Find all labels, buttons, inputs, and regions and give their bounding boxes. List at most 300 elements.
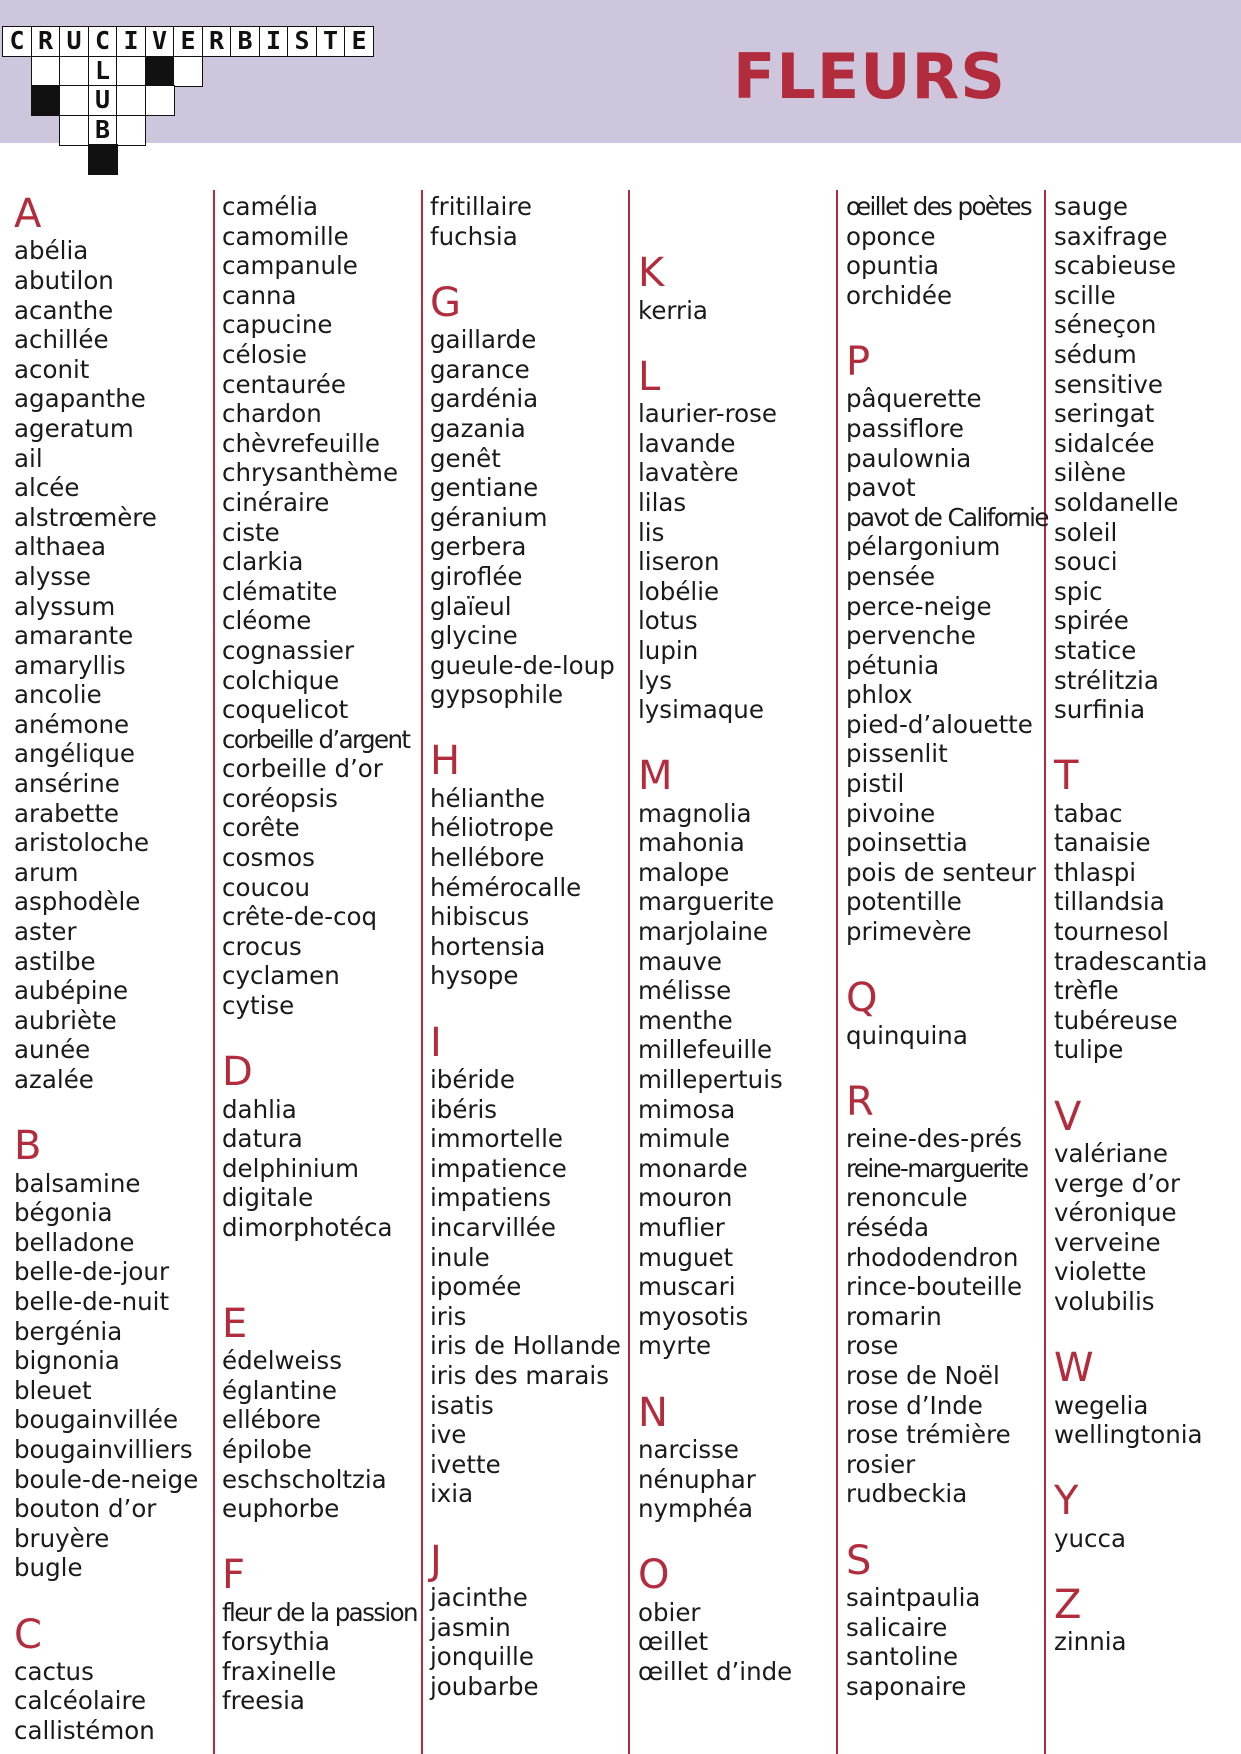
flower-word: achillée <box>14 325 109 355</box>
section-letter: F <box>222 1552 246 1599</box>
logo-word-row <box>2 26 373 57</box>
section-spacer <box>222 1243 422 1273</box>
section-spacer <box>638 1361 838 1391</box>
flower-word: pistil <box>846 769 905 799</box>
flower-word: sidalcée <box>1054 428 1155 458</box>
flower-word: rince-bouteille <box>846 1272 1023 1302</box>
flower-word: tradescantia <box>1054 946 1208 976</box>
flower-word: opuntia <box>846 251 940 281</box>
flower-word: lys <box>638 665 673 695</box>
flower-word: lotus <box>638 606 698 636</box>
word-column-4 <box>638 192 838 1686</box>
logo-letter-cell <box>116 115 146 146</box>
flower-word: aunée <box>14 1035 91 1065</box>
flower-word: pélargonium <box>846 532 1001 562</box>
flower-word: gerbera <box>430 532 527 562</box>
flower-word: réséda <box>846 1212 930 1242</box>
flower-word: obier <box>638 1597 701 1627</box>
flower-word: gypsophile <box>430 680 564 710</box>
flower-word: lavatère <box>638 458 739 488</box>
flower-word: delphinium <box>222 1153 360 1183</box>
flower-word: alstrœmère <box>14 502 157 532</box>
flower-word: coquelicot <box>222 695 349 725</box>
flower-word: chrysanthème <box>222 458 399 488</box>
logo-letter-cell: R <box>202 26 232 57</box>
section-spacer <box>846 310 1046 340</box>
flower-word: boule-de-neige <box>14 1464 199 1494</box>
flower-word: passiflore <box>846 413 964 443</box>
logo-letter-cell <box>116 56 146 87</box>
flower-word: seringat <box>1054 399 1155 429</box>
flower-word: freesia <box>222 1686 305 1716</box>
flower-word: campanule <box>222 251 358 281</box>
flower-word: hellébore <box>430 843 545 873</box>
flower-word: wellingtonia <box>1054 1420 1203 1450</box>
section-spacer <box>222 1021 422 1051</box>
flower-word: gazania <box>430 413 526 443</box>
flower-word: cactus <box>14 1656 94 1686</box>
flower-word: digitale <box>222 1183 314 1213</box>
flower-word: rose d’Inde <box>846 1390 983 1420</box>
logo-letter-cell: E <box>344 26 374 57</box>
flower-word: édelweiss <box>222 1346 342 1376</box>
flower-word: aubépine <box>14 976 129 1006</box>
flower-word: pois de senteur <box>846 857 1036 887</box>
flower-word: mimosa <box>638 1094 736 1124</box>
flower-word: euphorbe <box>222 1494 340 1524</box>
section-letter: G <box>430 279 461 326</box>
section-spacer <box>638 325 838 355</box>
flower-word: églantine <box>222 1375 337 1405</box>
flower-word: séneçon <box>1054 310 1157 340</box>
flower-word: lysimaque <box>638 695 764 725</box>
section-spacer <box>430 251 630 281</box>
section-letter: M <box>638 753 673 800</box>
flower-word: bégonia <box>14 1198 113 1228</box>
flower-word: dimorphotéca <box>222 1212 393 1242</box>
section-spacer <box>1054 1065 1241 1095</box>
flower-word: verveine <box>1054 1227 1161 1257</box>
flower-word: statice <box>1054 635 1137 665</box>
logo-letter-cell <box>59 115 89 146</box>
flower-word: anémone <box>14 709 130 739</box>
flower-word: arum <box>14 857 79 887</box>
flower-word: ibéride <box>430 1065 515 1095</box>
flower-word: malope <box>638 857 730 887</box>
logo-letter-cell <box>116 85 146 116</box>
flower-word: gueule-de-loup <box>430 650 615 680</box>
flower-word: phlox <box>846 680 913 710</box>
section-spacer <box>222 1524 422 1554</box>
flower-word: marjolaine <box>638 917 768 947</box>
flower-word: lobélie <box>638 576 720 606</box>
flower-word: myrte <box>638 1331 712 1361</box>
flower-word: héliotrope <box>430 813 554 843</box>
flower-word: fleur de la passion <box>222 1597 417 1627</box>
flower-word: azalée <box>14 1065 94 1095</box>
flower-word: volubilis <box>1054 1286 1155 1316</box>
flower-word: marguerite <box>638 887 775 917</box>
flower-word: giroflée <box>430 561 523 591</box>
section-letter: S <box>846 1537 872 1584</box>
logo-letter-cell <box>59 56 89 87</box>
flower-word: kerria <box>638 295 708 325</box>
flower-word: corête <box>222 813 300 843</box>
flower-word: abutilon <box>14 265 114 295</box>
word-column-3 <box>430 192 630 1701</box>
flower-word: nénuphar <box>638 1464 756 1494</box>
flower-word: lavande <box>638 428 736 458</box>
section-spacer <box>14 1095 214 1125</box>
flower-word: muscari <box>638 1272 736 1302</box>
logo-black-cell <box>145 56 175 87</box>
section-letter: W <box>1054 1345 1094 1392</box>
logo-letter-cell <box>59 85 89 116</box>
flower-word: aristoloche <box>14 828 150 858</box>
flower-word: impatiens <box>430 1183 552 1213</box>
flower-word: renoncule <box>846 1183 968 1213</box>
flower-word: thlaspi <box>1054 857 1137 887</box>
section-letter: J <box>430 1537 442 1584</box>
flower-word: ancolie <box>14 680 102 710</box>
flower-word: crocus <box>222 931 302 961</box>
flower-word: hysope <box>430 961 519 991</box>
flower-word: rosier <box>846 1449 916 1479</box>
flower-word: millepertuis <box>638 1065 783 1095</box>
flower-word: mouron <box>638 1183 733 1213</box>
flower-word: ive <box>430 1420 467 1450</box>
logo-letter-cell: S <box>287 26 317 57</box>
logo-letter-cell: B <box>230 26 260 57</box>
logo-black-cell <box>31 85 61 116</box>
flower-word: gaillarde <box>430 325 537 355</box>
flower-word: forsythia <box>222 1627 330 1657</box>
section-letter: N <box>638 1389 668 1436</box>
flower-word: asphodèle <box>14 887 141 917</box>
flower-word: violette <box>1054 1257 1147 1287</box>
flower-word: clarkia <box>222 547 304 577</box>
logo-grid-row <box>31 85 174 116</box>
flower-word: fritillaire <box>430 192 532 221</box>
flower-word: hibiscus <box>430 902 530 932</box>
word-column-5 <box>846 192 1046 1701</box>
flower-word: salicaire <box>846 1612 948 1642</box>
flower-word: althaea <box>14 532 107 562</box>
flower-word: géranium <box>430 502 548 532</box>
flower-word: astilbe <box>14 946 96 976</box>
flower-word: lupin <box>638 635 699 665</box>
flower-word: tanaisie <box>1054 828 1151 858</box>
flower-word: iris des marais <box>430 1360 609 1390</box>
section-letter: D <box>222 1049 253 1096</box>
logo-grid-row <box>59 115 145 146</box>
section-spacer <box>14 1583 214 1613</box>
section-spacer <box>222 1272 422 1302</box>
flower-word: romarin <box>846 1301 942 1331</box>
flower-word: calcéolaire <box>14 1686 147 1716</box>
flower-word: zinnia <box>1054 1627 1127 1657</box>
flower-word: glycine <box>430 621 518 651</box>
flower-word: rose <box>846 1331 899 1361</box>
flower-word: alyssum <box>14 591 116 621</box>
flower-word: hémérocalle <box>430 872 582 902</box>
flower-word: yucca <box>1054 1523 1126 1553</box>
flower-word: poinsettia <box>846 828 968 858</box>
flower-word: gardénia <box>430 384 539 414</box>
flower-word: gentiane <box>430 473 539 503</box>
flower-word: rose trémière <box>846 1420 1011 1450</box>
flower-word: bruyère <box>14 1523 110 1553</box>
flower-word: pied-d’alouette <box>846 709 1033 739</box>
flower-word: garance <box>430 354 530 384</box>
flower-word: alcée <box>14 473 80 503</box>
flower-word: glaïeul <box>430 591 512 621</box>
flower-word: mahonia <box>638 828 745 858</box>
section-letter: L <box>638 353 661 400</box>
flower-word: wegelia <box>1054 1390 1149 1420</box>
flower-word: callistémon <box>14 1716 155 1746</box>
flower-word: strélitzia <box>1054 665 1159 695</box>
section-letter: A <box>14 191 42 237</box>
flower-word: isatis <box>430 1390 494 1420</box>
flower-word: bergénia <box>14 1316 123 1346</box>
flower-word: incarvillée <box>430 1212 556 1242</box>
logo-grid-row <box>88 144 117 175</box>
flower-word: mauve <box>638 946 722 976</box>
logo-letter-cell <box>145 85 175 116</box>
flower-word: lilas <box>638 487 687 517</box>
section-letter: I <box>430 1019 442 1066</box>
flower-word: rose de Noël <box>846 1360 1000 1390</box>
flower-word: belle-de-jour <box>14 1257 170 1287</box>
flower-word: eschscholtzia <box>222 1464 387 1494</box>
flower-word: silène <box>1054 458 1127 488</box>
logo-letter-cell: U <box>59 26 89 57</box>
flower-word: ellébore <box>222 1405 321 1435</box>
flower-word: rhododendron <box>846 1242 1019 1272</box>
flower-word: narcisse <box>638 1434 739 1464</box>
word-column-1 <box>14 192 214 1746</box>
flower-word: alysse <box>14 561 91 591</box>
flower-word: liseron <box>638 547 720 577</box>
flower-word: monarde <box>638 1153 748 1183</box>
flower-word: célosie <box>222 339 307 369</box>
flower-word: ibéris <box>430 1094 498 1124</box>
logo-letter-cell: U <box>88 85 118 116</box>
flower-word: pissenlit <box>846 739 948 769</box>
flower-word: ansérine <box>14 769 120 799</box>
flower-word: camélia <box>222 192 319 221</box>
flower-word: ageratum <box>14 413 134 443</box>
section-spacer <box>638 1524 838 1554</box>
flower-word: pivoine <box>846 798 936 828</box>
flower-word: datura <box>222 1124 303 1154</box>
flower-word: ivette <box>430 1449 501 1479</box>
flower-word: belle-de-nuit <box>14 1286 170 1316</box>
flower-word: amaryllis <box>14 650 126 680</box>
section-letter: V <box>1054 1093 1082 1140</box>
flower-word: sédum <box>1054 339 1137 369</box>
section-letter: Q <box>846 975 878 1022</box>
flower-word: lis <box>638 517 665 547</box>
flower-word: verge d’or <box>1054 1168 1181 1198</box>
flower-word: jacinthe <box>430 1582 528 1612</box>
flower-word: quinquina <box>846 1020 968 1050</box>
flower-word: santoline <box>846 1642 959 1672</box>
section-spacer <box>638 222 838 252</box>
flower-word: reine-des-prés <box>846 1124 1023 1154</box>
flower-word: immortelle <box>430 1124 563 1154</box>
flower-word: millefeuille <box>638 1035 773 1065</box>
header-banner <box>0 0 1241 143</box>
flower-word: œillet des poètes <box>846 192 1031 221</box>
page-title: FLEURS <box>733 40 1006 113</box>
section-spacer <box>430 1509 630 1539</box>
flower-word: souci <box>1054 547 1118 577</box>
flower-word: dahlia <box>222 1094 297 1124</box>
flower-word: myosotis <box>638 1301 749 1331</box>
section-spacer <box>638 192 838 222</box>
logo-letter-cell: B <box>88 115 118 146</box>
flower-word: rudbeckia <box>846 1479 968 1509</box>
flower-word: acanthe <box>14 295 114 325</box>
flower-word: saponaire <box>846 1671 967 1701</box>
section-spacer <box>1054 1317 1241 1347</box>
logo-letter-cell: C <box>88 26 118 57</box>
flower-word: spic <box>1054 576 1103 606</box>
section-letter: P <box>846 338 871 385</box>
flower-word: pâquerette <box>846 384 982 414</box>
flower-word: valériane <box>1054 1139 1168 1168</box>
flower-word: bugle <box>14 1553 83 1583</box>
section-letter: H <box>430 738 461 785</box>
flower-word: orchidée <box>846 280 953 310</box>
flower-word: cinéraire <box>222 487 330 517</box>
flower-word: pavot de Californie <box>846 502 1048 532</box>
flower-word: bougainvillée <box>14 1405 179 1435</box>
flower-word: bleuet <box>14 1375 92 1405</box>
flower-word: nymphéa <box>638 1494 754 1524</box>
flower-word: spirée <box>1054 606 1129 636</box>
flower-word: œillet d’inde <box>638 1656 793 1686</box>
flower-word: jasmin <box>430 1612 511 1642</box>
flower-word: tillandsia <box>1054 887 1165 917</box>
logo-black-cell <box>88 144 118 175</box>
flower-word: cognassier <box>222 635 355 665</box>
flower-word: cytise <box>222 991 295 1021</box>
flower-word: corbeille d’argent <box>222 724 410 754</box>
flower-word: potentille <box>846 887 962 917</box>
flower-word: capucine <box>222 310 333 340</box>
flower-word: surfinia <box>1054 695 1146 725</box>
flower-word: hélianthe <box>430 783 545 813</box>
logo-letter-cell: E <box>173 26 203 57</box>
flower-word: genêt <box>430 443 501 473</box>
flower-word: iris <box>430 1301 467 1331</box>
flower-word: amarante <box>14 621 134 651</box>
logo-letter-cell: V <box>145 26 175 57</box>
flower-word: pervenche <box>846 621 976 651</box>
flower-word: saxifrage <box>1054 221 1168 251</box>
flower-word: ciste <box>222 517 280 547</box>
section-letter: K <box>638 250 665 297</box>
flower-word: ixia <box>430 1479 474 1509</box>
flower-word: menthe <box>638 1005 733 1035</box>
flower-word: œillet <box>638 1627 709 1657</box>
logo-letter-cell: R <box>31 26 61 57</box>
flower-word: saintpaulia <box>846 1582 981 1612</box>
flower-word: scabieuse <box>1054 251 1177 281</box>
flower-word: ipomée <box>430 1272 522 1302</box>
flower-word: reine-marguerite <box>846 1153 1028 1183</box>
flower-word: cyclamen <box>222 961 340 991</box>
flower-word: épilobe <box>222 1434 312 1464</box>
flower-word: joubarbe <box>430 1671 539 1701</box>
flower-word: pétunia <box>846 650 940 680</box>
flower-word: colchique <box>222 665 340 695</box>
flower-word: canna <box>222 280 297 310</box>
flower-word: bouton d’or <box>14 1494 157 1524</box>
flower-word: perce-neige <box>846 591 992 621</box>
flower-word: magnolia <box>638 798 752 828</box>
flower-word: scille <box>1054 280 1116 310</box>
flower-word: arabette <box>14 798 120 828</box>
section-letter: B <box>14 1123 42 1170</box>
section-letter: C <box>14 1611 42 1658</box>
flower-word: centaurée <box>222 369 346 399</box>
flower-word: iris de Hollande <box>430 1331 621 1361</box>
flower-word: agapanthe <box>14 384 146 414</box>
flower-word: trèfle <box>1054 976 1119 1006</box>
section-spacer <box>846 1050 1046 1080</box>
flower-word: tournesol <box>1054 917 1169 947</box>
flower-word: bignonia <box>14 1346 120 1376</box>
flower-word: bougainvilliers <box>14 1434 193 1464</box>
flower-word: camomille <box>222 221 349 251</box>
logo-letter-cell <box>31 56 61 87</box>
flower-word: tubéreuse <box>1054 1005 1178 1035</box>
logo-letter-cell <box>173 56 203 87</box>
flower-word: aubriète <box>14 1005 117 1035</box>
flower-word: pensée <box>846 561 936 591</box>
section-letter: O <box>638 1552 670 1599</box>
logo-letter-cell: I <box>259 26 289 57</box>
flower-word: oponce <box>846 221 936 251</box>
flower-word: corbeille d’or <box>222 754 383 784</box>
flower-word: soleil <box>1054 517 1118 547</box>
flower-word: pavot <box>846 473 916 503</box>
word-column-2 <box>222 192 422 1716</box>
flower-word: cléome <box>222 606 312 636</box>
flower-word: jonquille <box>430 1642 534 1672</box>
flower-word: coréopsis <box>222 783 338 813</box>
section-spacer <box>430 710 630 740</box>
flower-word: muflier <box>638 1212 725 1242</box>
flower-word: chèvrefeuille <box>222 428 380 458</box>
flower-word: impatience <box>430 1153 567 1183</box>
flower-word: mélisse <box>638 976 732 1006</box>
section-letter: E <box>222 1300 248 1347</box>
flower-word: belladone <box>14 1227 135 1257</box>
flower-word: coucou <box>222 872 310 902</box>
section-spacer <box>1054 1553 1241 1583</box>
flower-word: hortensia <box>430 931 546 961</box>
section-letter: Z <box>1054 1581 1082 1628</box>
flower-word: inule <box>430 1242 490 1272</box>
flower-word: laurier-rose <box>638 399 778 429</box>
flower-word: soldanelle <box>1054 487 1179 517</box>
section-letter: R <box>846 1078 874 1125</box>
